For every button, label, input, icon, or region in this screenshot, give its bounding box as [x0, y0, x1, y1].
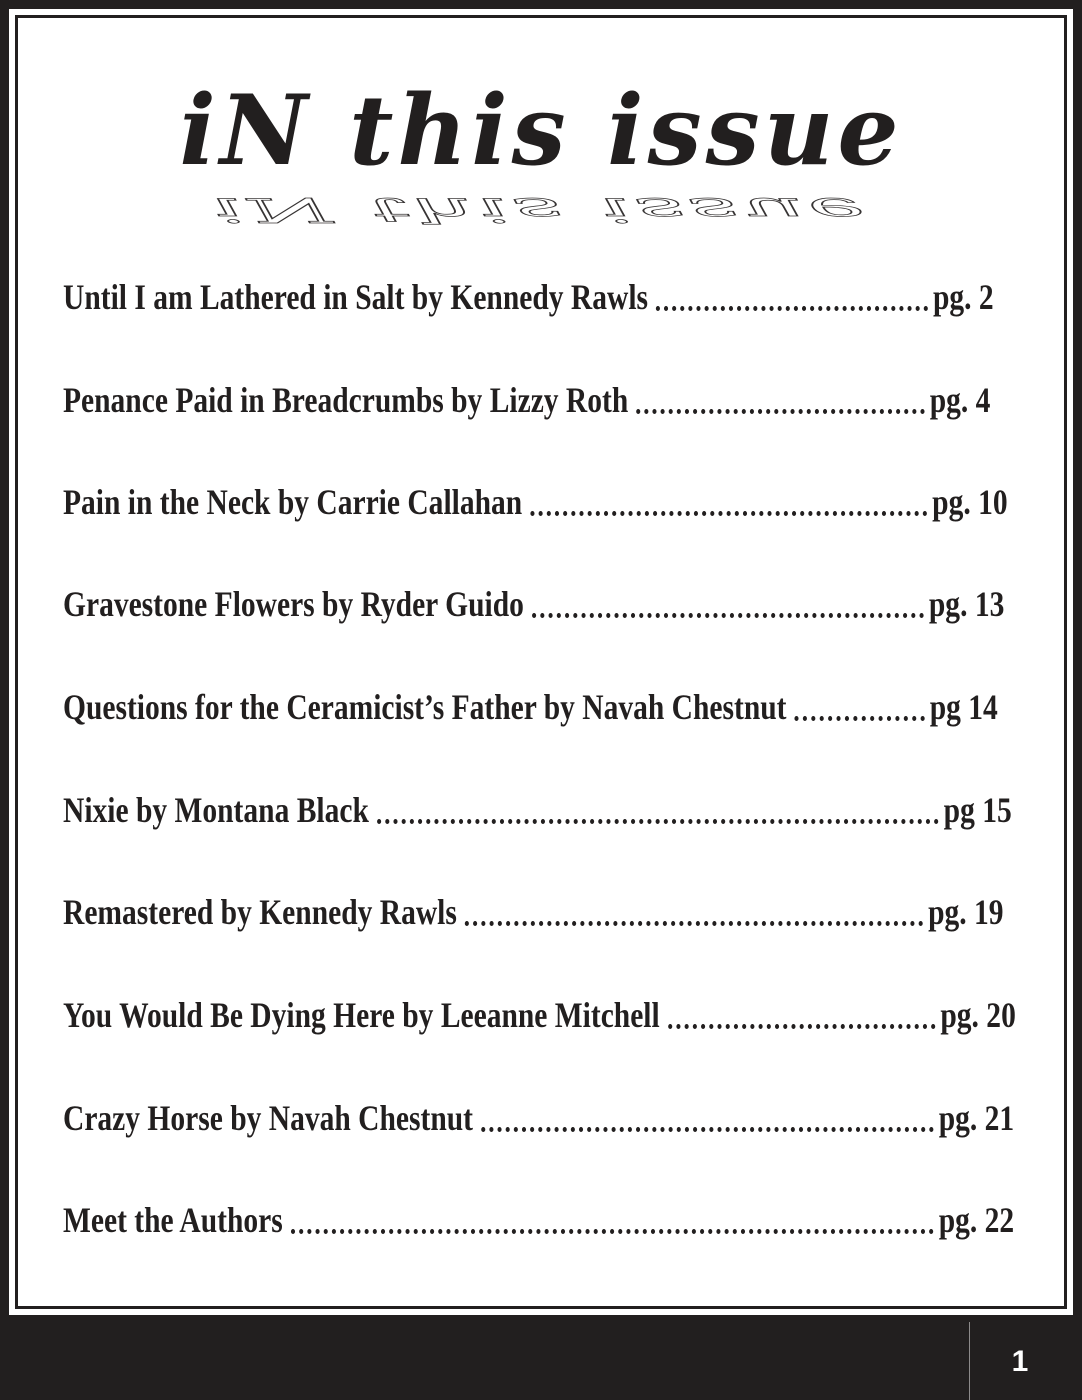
dot-leader [481, 1127, 934, 1132]
toc-entry-page: pg. 21 [938, 1098, 1015, 1138]
toc-entry[interactable] [63, 989, 1016, 1037]
toc-entry-title: Nixie by Montana Black [63, 790, 369, 830]
toc-entry-title: Pain in the Neck by Carrie Callahan [63, 482, 523, 522]
dot-leader [668, 1024, 936, 1029]
toc-entry[interactable] [63, 886, 1004, 934]
footer-divider [969, 1322, 970, 1400]
toc-entry-page: pg 15 [943, 790, 1012, 830]
toc-entry[interactable] [63, 271, 994, 319]
toc-entry-title: Questions for the Ceramicist’s Father by Navah Chestnut [63, 687, 787, 727]
page-title: iN this issue [179, 74, 903, 187]
toc-entry[interactable] [63, 374, 990, 422]
toc-entry-title: Gravestone Flowers by Ryder Guido [63, 584, 524, 624]
dot-leader [291, 1229, 934, 1234]
dot-leader [795, 716, 925, 721]
toc-entry-page: pg 14 [929, 687, 998, 727]
toc-entry-page: pg. 13 [928, 584, 1005, 624]
toc-entry-title: Meet the Authors [63, 1200, 283, 1240]
toc-entry-title: Penance Paid in Breadcrumbs by Lizzy Roth [63, 380, 629, 420]
toc-entry-page: pg. 19 [928, 892, 1004, 932]
toc-entry-page: pg. 20 [940, 995, 1016, 1035]
dot-leader [377, 819, 939, 824]
toc-entry[interactable] [63, 476, 1008, 524]
toc-entry-page: pg. 4 [929, 380, 991, 420]
toc-entry[interactable] [63, 681, 998, 729]
toc-entry[interactable] [63, 578, 1004, 626]
dot-leader [636, 409, 924, 414]
dot-leader [530, 511, 927, 516]
toc-entry-title: Until I am Lathered in Salt by Kennedy Rawls [63, 277, 649, 317]
toc-entry-title: You Would Be Dying Here by Leeanne Mitchell [63, 995, 660, 1035]
dot-leader [656, 306, 928, 311]
toc-entry[interactable] [63, 784, 1012, 832]
toc-entry[interactable] [63, 1194, 1014, 1242]
dot-leader [465, 921, 923, 926]
toc-entry-title: Crazy Horse by Navah Chestnut [63, 1098, 473, 1138]
page-title-reflection: iN this issue [213, 190, 869, 230]
dot-leader [532, 613, 924, 618]
page-panel [9, 9, 1073, 1315]
toc-entry-page: pg. 2 [932, 277, 994, 317]
toc-entry-title: Remastered by Kennedy Rawls [63, 892, 457, 932]
toc-entry[interactable] [63, 1092, 1014, 1140]
toc-entry-page: pg. 10 [932, 482, 1008, 522]
toc-entry-page: pg. 22 [938, 1200, 1015, 1240]
page-number: 1 [1011, 1345, 1029, 1378]
